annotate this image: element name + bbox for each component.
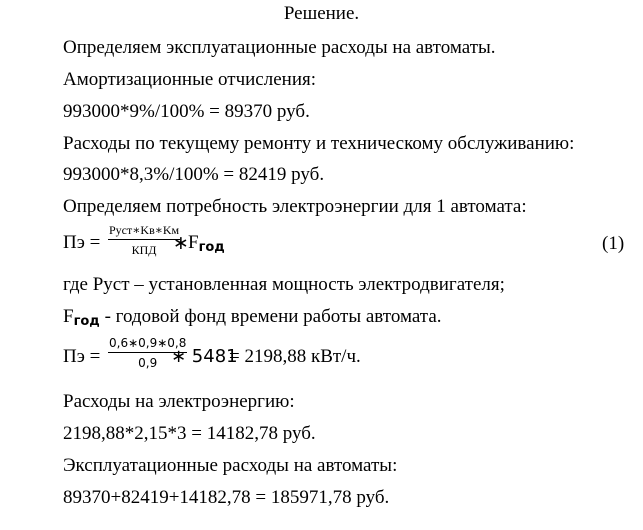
calc-denominator: 0,9 xyxy=(138,356,158,370)
calc-times-value: ∗ 5481 xyxy=(171,346,238,367)
formula-f-symbol: F xyxy=(188,232,199,253)
where-f-subscript: год xyxy=(73,314,100,329)
intro-line: Определяем эксплуатационные расходы на автоматы. xyxy=(63,37,496,58)
where-line-2-text: - годовой фонд времени работы автомата. xyxy=(99,306,442,327)
energy-cost-calc: 2198,88*2,15*3 = 14182,78 руб. xyxy=(63,423,316,444)
formula-numerator: Pуст∗Kв∗Kм xyxy=(109,223,180,237)
heading: Решение. xyxy=(283,3,360,24)
repair-calc: 993000*8,3%/100% = 82419 руб. xyxy=(63,164,325,185)
where-line-2 xyxy=(63,306,442,329)
formula-denominator: КПД xyxy=(131,243,157,257)
formula-lhs: Пэ = xyxy=(63,232,101,253)
calc-lhs: Пэ = xyxy=(63,346,101,367)
calc-numerator: 0,6∗0,9∗0,8 xyxy=(109,336,187,350)
equation-number: (1) xyxy=(602,233,625,254)
total-label: Эксплуатационные расходы на автоматы: xyxy=(63,455,398,476)
formula-f-subscript: год xyxy=(198,240,225,255)
calc-result: = 2198,88 кВт/ч. xyxy=(229,346,361,367)
depreciation-label: Амортизационные отчисления: xyxy=(63,69,317,90)
depreciation-calc: 993000*9%/100% = 89370 руб. xyxy=(63,101,310,122)
formula-f xyxy=(188,232,225,255)
where-f-symbol: F xyxy=(63,306,74,327)
energy-cost-label: Расходы на электроэнергию: xyxy=(63,391,295,412)
where-line-1: где Pуст – установленная мощность электродвигателя; xyxy=(63,274,505,295)
formula-fraction xyxy=(108,224,180,256)
formula-times: ∗ xyxy=(173,232,189,254)
total-calc: 89370+82419+14182,78 = 185971,78 руб. xyxy=(63,487,390,508)
energy-need-label: Определяем потребность электроэнергии для 1 автомата: xyxy=(63,196,527,217)
repair-label: Расходы по текущему ремонту и техническому обслуживанию: xyxy=(63,133,575,154)
